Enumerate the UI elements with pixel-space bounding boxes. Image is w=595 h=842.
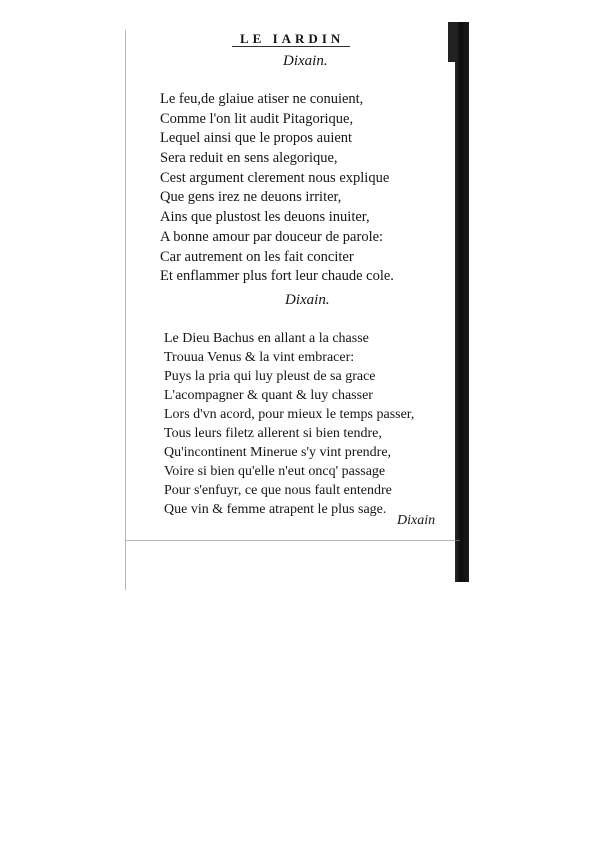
poem-2-stanza	[164, 329, 414, 519]
poem-line: Que vin & femme atrapent le plus sage.	[164, 502, 387, 517]
poem-line: Car autrement on les fait conciter	[160, 248, 354, 265]
poem-line: L'acompagner & quant & luy chasser	[164, 388, 373, 403]
poem-line: Comme l'on lit audit Pitagorique,	[160, 110, 354, 127]
poem-line: Lequel ainsi que le propos auient	[160, 130, 353, 147]
poem-1-title: Dixain.	[283, 53, 328, 69]
poem-line: Qu'incontinent Minerue s'y vint prendre,	[164, 445, 392, 460]
poem-line: Voire si bien qu'elle n'eut oncq' passage	[164, 464, 386, 479]
poem-line: A bonne amour par douceur de parole:	[160, 228, 384, 245]
poem-line: Sera reduit en sens alegorique,	[160, 150, 338, 167]
poem-line: Pour s'enfuyr, ce que nous fault entendre	[164, 483, 392, 498]
page-binding-shadow-top	[448, 22, 456, 62]
running-header: LE IARDIN	[240, 31, 345, 46]
poem-1-stanza	[160, 90, 394, 287]
page-bottom-edge	[125, 540, 460, 541]
poem-line: Trouua Venus & la vint embracer:	[164, 350, 355, 365]
poem-line: Tous leurs filetz allerent si bien tendre,	[164, 426, 382, 441]
poem-2-title: Dixain.	[285, 292, 330, 308]
poem-line: Le feu,de glaiue atiser ne conuient,	[160, 91, 364, 107]
page-binding-shadow	[455, 22, 469, 582]
poem-line: Ains que plustost les deuons inuiter,	[160, 209, 370, 226]
catchword: Dixain	[397, 513, 436, 528]
poem-line: Et enflammer plus fort leur chaude cole.	[160, 268, 394, 285]
poem-line: Puys la pria qui luy pleust de sa grace	[164, 369, 376, 384]
poem-line: Cest argument clerement nous explique	[160, 169, 390, 186]
page-left-edge	[125, 30, 126, 590]
poem-line: Lors d'vn acord, pour mieux le temps passer,	[164, 407, 415, 422]
poem-line: Le Dieu Bachus en allant a la chasse	[164, 331, 369, 346]
header-rule	[232, 46, 350, 47]
poem-line: Que gens irez ne deuons irriter,	[160, 189, 342, 206]
